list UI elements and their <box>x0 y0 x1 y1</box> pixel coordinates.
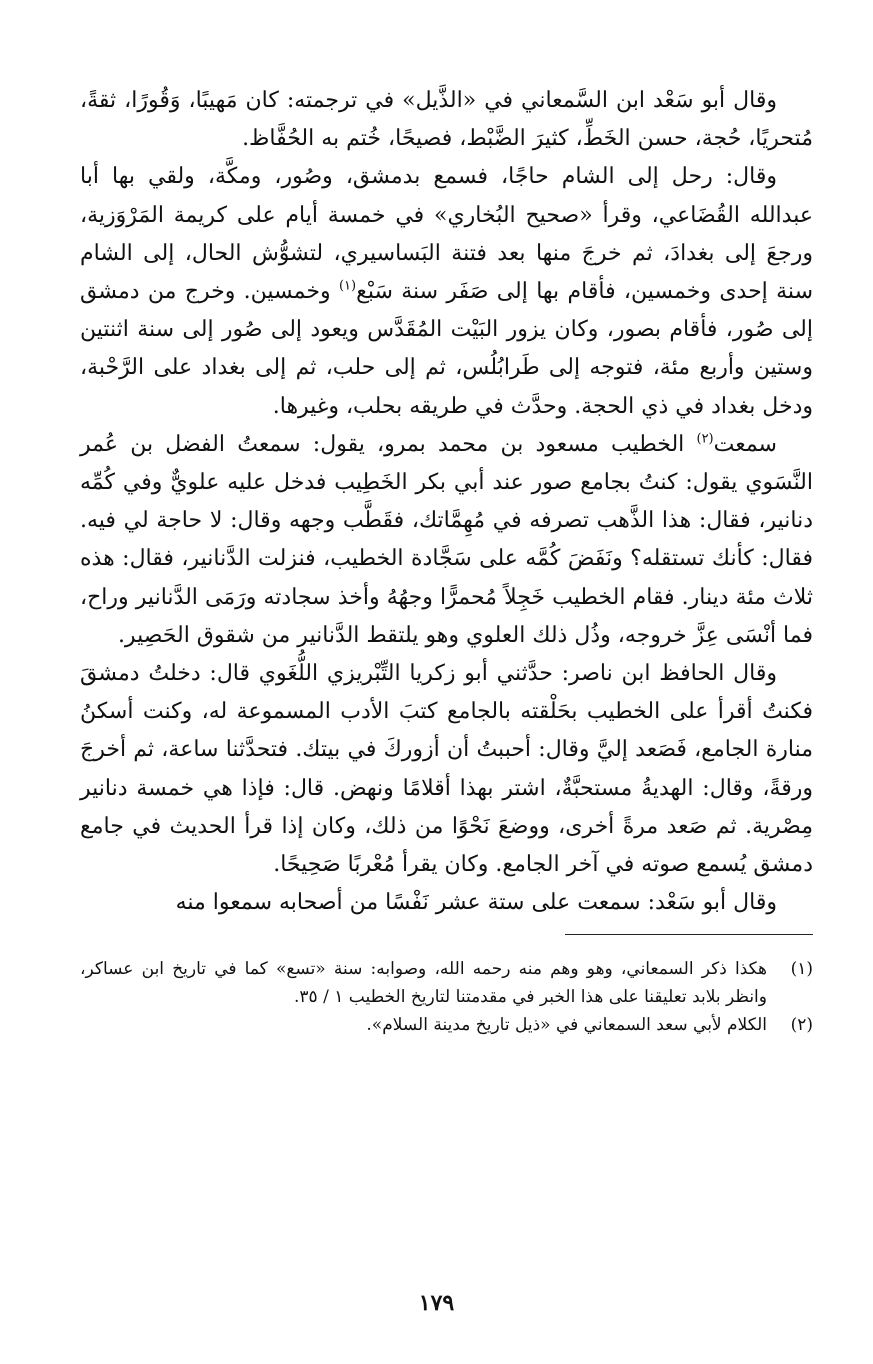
paragraph-4: وقال الحافظ ابن ناصر: حدَّثني أبو زكريا التِّبْريزي اللُّغَوي قال: دخلتُ دمشقَ فكنتُ أقرأ على الخطيب بحَلْقته بالجامع كتبَ الأدب المسموعة له، وكنت أسكنُ منارة الجامع، فَصَعد إليَّ وقال: أحببتُ أن أزوركَ في بيتك. فتحدَّثنا ساعة، ثم أخرجَ ورقةً، وقال: الهديةُ مستحبَّةٌ، اشتر بهذا أقلامًا ونهض. قال: فإذا هي خمسة دنانير مِصْرية. ثم صَعد مرةً أخرى، ووضعَ نَحْوًا من ذلك، وكان إذا قرأ الحديث في جامع دمشق يُسمع صوته في آخر الجامع. وكان يقرأ مُعْربًا صَحِيحًا. <box>80 661 813 878</box>
footnote-2-text: الكلام لأبي سعد السمعاني في «ذيل تاريخ مدينة السلام». <box>366 1015 767 1036</box>
paragraph-1: وقال أبو سَعْد ابن السَّمعاني في «الذَّيل» في ترجمته: كان مَهيبًا، وَقُورًا، ثقةً، مُتحريًا، حُجة، حسن الخَطِّ، كثيرَ الضَّبْط، فصيحًا، خُتم به الحُفَّاظ. <box>80 88 813 152</box>
paragraph-3 <box>80 426 813 655</box>
footnote-2-mark: (٢) <box>790 1015 813 1036</box>
footnote-1 <box>80 955 813 1011</box>
paragraph-3-text-b: الخطيب مسعود بن محمد بمرو، يقول: سمعتُ الفضل بن عُمر النَّسَوي يقول: كنتُ بجامع صور عند أبي بكر الخَطِيب فدخل عليه علويٌّ وفي كُمِّه دنانير، فقال: هذا الذَّهب تصرفه في مُهِمَّاتك، فقَطَّب وجهه وقال: لا حاجة لي فيه. فقال: كأنك تستقله؟ ونَفَضَ كُمَّه على سَجَّادة الخطيب، فنزلت الدَّنانير، فقال: هذه ثلاث مئة دينار. فقام الخطيب خَجِلاً مُحمرًّا وجهُهُ وأخذ سجادته ورَمَى الدَّنانير وراح، فما أنْسَى عِزَّ خروجه، وذُل ذلك العلوي وهو يلتقط الدَّنانير من شقوق الحَصِير. <box>80 431 813 648</box>
paragraph-2 <box>80 158 813 425</box>
footnote-ref-1: (١) <box>338 278 357 294</box>
paragraph-2-text-b: وخمسين. وخرج من دمشق إلى صُور، فأقام بصور، وكان يزور البَيْت المُقَدَّس ويعود إلى صُور إلى سنة اثنتين وستين وأربع مئة، فتوجه إلى طَرابُلُس، ثم إلى حلب، ثم إلى بغداد على الرَّحْبة، ودخل بغداد في ذي الحجة. وحدَّث في طريقه بحلب، وغيرها. <box>80 279 813 419</box>
footnote-1-mark: (١) <box>790 959 813 980</box>
footnote-2 <box>80 1011 813 1039</box>
page-content <box>80 82 813 1039</box>
footnotes <box>80 955 813 1039</box>
paragraph-3-text-a: سمعت <box>713 431 777 457</box>
main-text <box>80 82 813 922</box>
paragraph-5: وقال أبو سَعْد: سمعت على ستة عشر نَفْسًا من أصحابه سمعوا منه <box>175 890 777 916</box>
page-number: ١٧٩ <box>418 1290 455 1316</box>
footnote-1-text: هكذا ذكر السمعاني، وهو وهم منه رحمه الله، وصوابه: سنة «تسع» كما في تاريخ ابن عساكر، وانظر بلابد تعليقنا على هذا الخبر في مقدمتنا لتاريخ الخطيب ١ / ٣٥. <box>80 959 767 1008</box>
footnote-ref-2: (٢) <box>696 431 714 447</box>
paragraph-2-text-a: وقال: رحل إلى الشام حاجًا، فسمع بدمشق، وصُور، ومكَّة، ولقي بها أبا عبدالله القُضَاعي، وقرأ «صحيح البُخاري» في خمسة أيام على كريمة المَرْوَزية، ورجعَ إلى بغدادَ، ثم خرجَ منها بعد فتنة البَساسيري، لتشوُّش الحال، إلى الشام سنة إحدى وخمسين، فأقام بها إلى صَفَر سنة سَبْع <box>80 164 814 305</box>
footnote-divider <box>565 934 813 935</box>
